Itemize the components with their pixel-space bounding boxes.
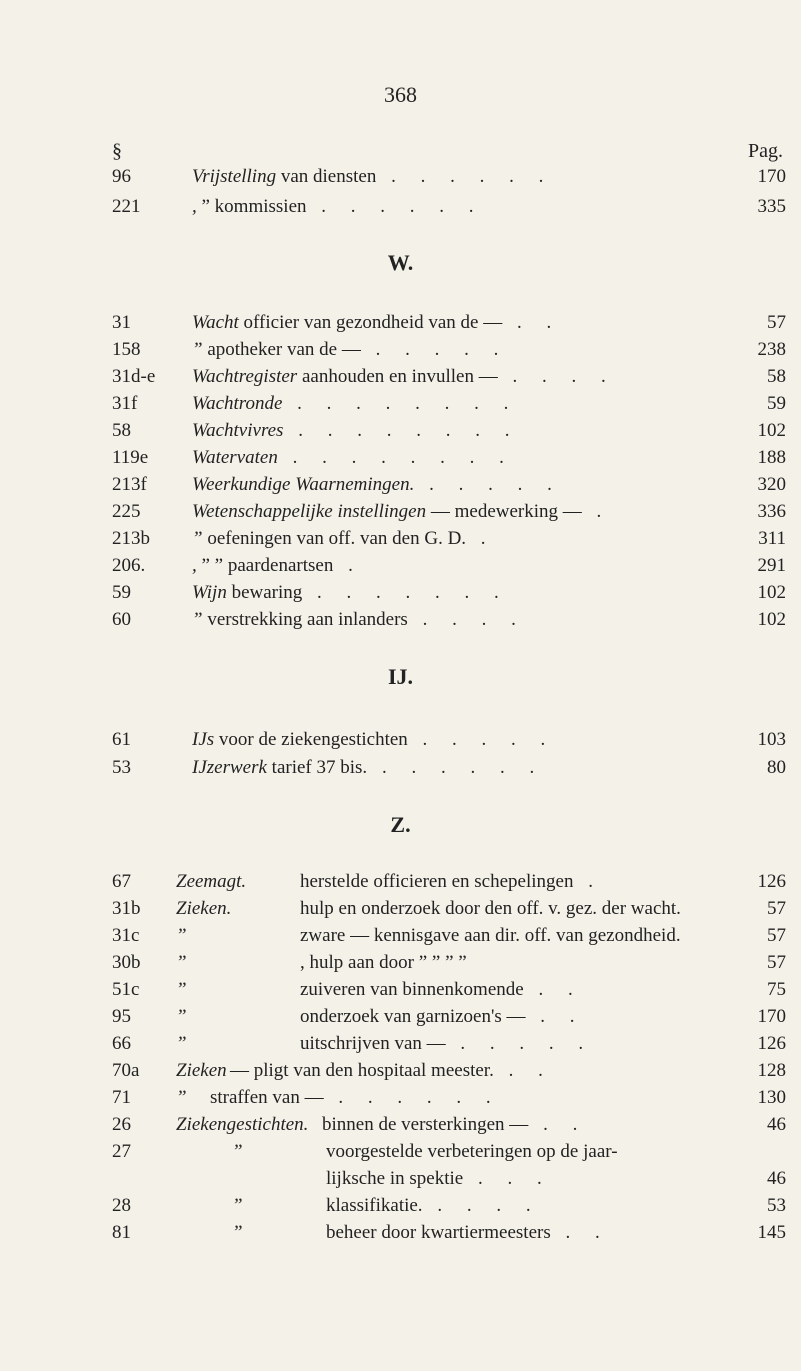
index-row [0, 898, 801, 924]
entry-text: officier van gezondheid van de — [238, 312, 503, 333]
entry-title: ” [176, 952, 187, 973]
index-row [0, 447, 801, 473]
leader-dots: . . . . . [407, 729, 556, 750]
index-row [0, 1222, 801, 1248]
entry-text: oefeningen van off. van den G. D. [202, 528, 467, 549]
index-row [0, 979, 801, 1005]
leader-dots: . . [493, 1060, 553, 1081]
section-number: 31b [112, 898, 141, 919]
leader-dots: . . [502, 312, 562, 333]
page-column-header: Pag. [748, 140, 783, 162]
index-row [0, 1033, 801, 1059]
page-ref: 336 [757, 501, 786, 522]
section-number: 158 [112, 339, 141, 360]
section-number: 70a [112, 1060, 140, 1081]
entry-text: uitschrijven van — [300, 1033, 446, 1054]
entry-text: voor de ziekengestichten [214, 729, 408, 750]
index-row [0, 166, 801, 192]
leader-dots: . . . . . . [306, 196, 484, 217]
index-row [0, 757, 801, 783]
page-ref: 46 [767, 1114, 786, 1135]
index-row [0, 366, 801, 392]
page-ref: 130 [757, 1087, 786, 1108]
section-number: 96 [112, 166, 131, 187]
page-ref: 57 [767, 312, 786, 333]
leader-dots: . [466, 528, 496, 549]
section-number: 81 [112, 1222, 131, 1243]
entry-text: beheer door kwartiermeesters [326, 1222, 551, 1243]
entry-text: ” kommissien [196, 196, 307, 217]
leader-dots: . . . . . . . [302, 582, 509, 603]
leader-dots: . [581, 501, 612, 522]
entry-text: — pligt van den hospitaal meester. [230, 1060, 494, 1081]
entry-title: Watervaten [192, 447, 278, 468]
section-heading-w: W. [387, 250, 414, 275]
section-number: 221 [112, 196, 141, 217]
section-heading-ij: IJ. [387, 664, 414, 689]
page-ref: 126 [757, 1033, 786, 1054]
page-ref: 128 [757, 1060, 786, 1081]
section-number: 31f [112, 393, 138, 414]
entry-text: lijksche in spektie [326, 1168, 464, 1189]
index-row [0, 925, 801, 951]
entry-title: Wijn [192, 582, 227, 603]
index-row [0, 528, 801, 554]
section-number: 225 [112, 501, 141, 522]
entry-text: binnen de versterkingen — [322, 1114, 529, 1135]
entry-text: herstelde officieren en schepelingen [300, 871, 574, 892]
leader-dots: . . . . . . [367, 757, 545, 778]
leader-dots: . . . . . . . . [282, 393, 519, 414]
section-number: 61 [112, 729, 131, 750]
entry-title: ” [176, 1006, 187, 1027]
section-number: 58 [112, 420, 131, 441]
entry-text: tarief 37 bis. [266, 757, 368, 778]
entry-text: hulp en onderzoek door den off. v. gez. der wacht. [300, 898, 681, 919]
page-ref: 80 [767, 757, 786, 778]
page-ref: 102 [757, 582, 786, 603]
section-number: 213f [112, 474, 147, 495]
leader-dots: . [573, 871, 603, 892]
page-ref: 238 [757, 339, 786, 360]
index-row [0, 1114, 801, 1140]
index-row [0, 420, 801, 446]
page-ref: 335 [757, 196, 786, 217]
section-number: 31d-e [112, 366, 156, 387]
section-number: 206. [112, 555, 146, 576]
entry-title: Zieken. [176, 898, 232, 919]
index-row [0, 1087, 801, 1113]
section-number: 26 [112, 1114, 131, 1135]
entry-text: onderzoek van garnizoen's — [300, 1006, 526, 1027]
section-number: 67 [112, 871, 131, 892]
page-ref: 102 [757, 609, 786, 630]
page-ref: 126 [757, 871, 786, 892]
page-ref: 59 [767, 393, 786, 414]
leader-dots: . . [525, 1006, 585, 1027]
index-row [0, 1195, 801, 1221]
section-number: 31 [112, 312, 131, 333]
leader-dots: . . . . . [445, 1033, 594, 1054]
leader-dots: . . [528, 1114, 588, 1135]
page-ref: 320 [757, 474, 786, 495]
page-ref: 102 [757, 420, 786, 441]
index-row [0, 1006, 801, 1032]
entry-title: ” [176, 1087, 187, 1108]
entry-title: Wacht [192, 312, 239, 333]
entry-text: verstrekking aan inlanders [202, 609, 408, 630]
index-row [0, 339, 801, 365]
index-row [0, 609, 801, 635]
page-ref: 57 [767, 898, 786, 919]
entry-title: Vrijstelling [192, 166, 277, 187]
index-row [0, 501, 801, 527]
entry-title: IJzerwerk [192, 757, 267, 778]
section-number: 53 [112, 757, 131, 778]
leader-dots: . . [523, 979, 583, 1000]
section-heading-z: Z. [390, 812, 411, 837]
entry-text: zuiveren van binnenkomende [300, 979, 524, 1000]
leader-dots: . . . . . [360, 339, 509, 360]
entry-title: Wachtregister [192, 366, 298, 387]
entry-title: IJs [192, 729, 215, 750]
index-row [0, 729, 801, 755]
entry-title: ” [232, 1141, 243, 1162]
entry-title: ” [232, 1222, 243, 1243]
section-number: 51c [112, 979, 140, 1000]
section-number: 213b [112, 528, 150, 549]
section-number: 28 [112, 1195, 131, 1216]
page-ref: 188 [757, 447, 786, 468]
entry-title: Weerkundige Waarnemingen. [192, 474, 415, 495]
entry-text: klassifikatie. [326, 1195, 423, 1216]
index-row [0, 474, 801, 500]
entry-title: , [192, 555, 197, 576]
section-number: 31c [112, 925, 140, 946]
entry-title: Ziekengestichten. [176, 1114, 309, 1135]
page-ref: 145 [757, 1222, 786, 1243]
leader-dots: . . [550, 1222, 610, 1243]
index-row [0, 196, 801, 222]
leader-dots: . . . . [422, 1195, 541, 1216]
index-row [0, 393, 801, 419]
entry-text: bewaring [226, 582, 303, 603]
leader-dots: . . . . . . [323, 1087, 501, 1108]
entry-title: , [192, 196, 197, 217]
page-number: 368 [384, 82, 417, 107]
leader-dots: . [333, 555, 363, 576]
section-number: 119e [112, 447, 149, 468]
page-ref: 75 [767, 979, 786, 1000]
section-header: § [112, 140, 122, 162]
entry-text: straffen van — [210, 1087, 324, 1108]
entry-title: ” [192, 528, 203, 549]
section-number: 59 [112, 582, 131, 603]
index-row [0, 871, 801, 897]
page-ref: 103 [757, 729, 786, 750]
section-number: 66 [112, 1033, 131, 1054]
entry-title: ” [192, 609, 203, 630]
page-ref: 291 [757, 555, 786, 576]
index-row [0, 582, 801, 608]
index-row [0, 555, 801, 581]
entry-text: — medewerking — [426, 501, 582, 522]
entry-title: Wetenschappelijke instellingen [192, 501, 427, 522]
entry-text: , hulp aan door ” ” ” ” [300, 952, 467, 973]
section-number: 30b [112, 952, 141, 973]
leader-dots: . . . [463, 1168, 552, 1189]
entry-text: van diensten [276, 166, 377, 187]
entry-title: Zeemagt. [176, 871, 247, 892]
page-ref: 57 [767, 925, 786, 946]
entry-title: ” [232, 1195, 243, 1216]
entry-title: Wachtronde [192, 393, 283, 414]
entry-title: Zieken [176, 1060, 227, 1081]
page-ref: 57 [767, 952, 786, 973]
page-ref: 58 [767, 366, 786, 387]
index-row [0, 952, 801, 978]
entry-text: voorgestelde verbeteringen op de jaar- [326, 1141, 618, 1162]
section-number: 71 [112, 1087, 131, 1108]
entry-title: Wachtvivres [192, 420, 284, 441]
index-row [0, 1168, 801, 1194]
page-ref: 311 [758, 528, 786, 549]
entry-text: zware — kennisgave aan dir. off. van gezondheid. [300, 925, 681, 946]
page-ref: 46 [767, 1168, 786, 1189]
entry-title: ” [176, 925, 187, 946]
section-number: 95 [112, 1006, 131, 1027]
section-number: 27 [112, 1141, 131, 1162]
page-ref: 53 [767, 1195, 786, 1216]
leader-dots: . . . . . . [376, 166, 554, 187]
entry-title: ” [176, 979, 187, 1000]
entry-text: apotheker van de — [202, 339, 361, 360]
leader-dots: . . . . [497, 366, 616, 387]
leader-dots: . . . . . [414, 474, 562, 495]
section-number: 60 [112, 609, 131, 630]
entry-title: ” [192, 339, 203, 360]
entry-text: aanhouden en invullen — [297, 366, 498, 387]
entry-text: ” ” paardenartsen [196, 555, 334, 576]
page-ref: 170 [757, 1006, 786, 1027]
entry-title: ” [176, 1033, 187, 1054]
leader-dots: . . . . . . . . [277, 447, 514, 468]
index-row [0, 1060, 801, 1086]
index-row [0, 312, 801, 338]
leader-dots: . . . . . . . . [283, 420, 520, 441]
page-ref: 170 [757, 166, 786, 187]
leader-dots: . . . . [407, 609, 526, 630]
index-row [0, 1141, 801, 1167]
